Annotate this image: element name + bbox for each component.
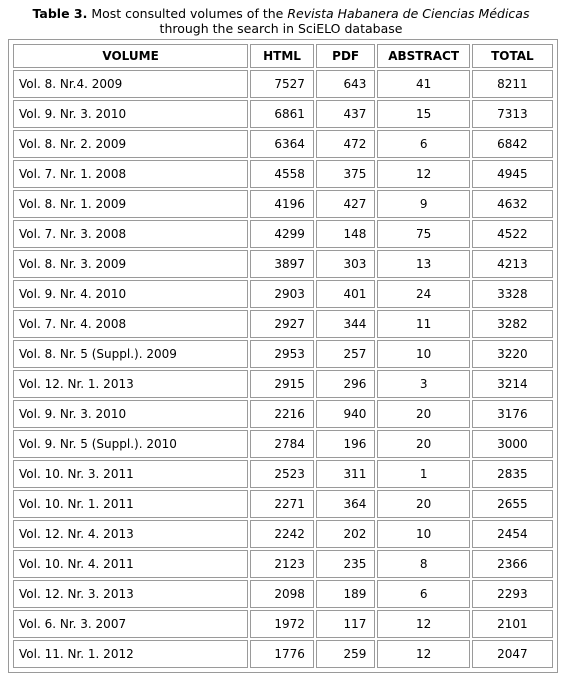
cell-html: 1776 — [250, 640, 314, 668]
table-row — [13, 610, 553, 638]
cell-abstract: 20 — [377, 490, 469, 518]
cell-pdf: 311 — [316, 460, 376, 488]
cell-html: 7527 — [250, 70, 314, 98]
cell-volume: Vol. 10. Nr. 1. 2011 — [13, 490, 248, 518]
cell-volume: Vol. 8. Nr.4. 2009 — [13, 70, 248, 98]
cell-volume: Vol. 8. Nr. 1. 2009 — [13, 190, 248, 218]
cell-pdf: 472 — [316, 130, 376, 158]
cell-pdf: 189 — [316, 580, 376, 608]
cell-html: 3897 — [250, 250, 314, 278]
table-row — [13, 460, 553, 488]
cell-total: 2835 — [472, 460, 553, 488]
cell-total: 2655 — [472, 490, 553, 518]
volumes-table — [11, 42, 555, 670]
table-row — [13, 340, 553, 368]
cell-abstract: 13 — [377, 250, 469, 278]
cell-total: 2293 — [472, 580, 553, 608]
table-row — [13, 310, 553, 338]
cell-volume: Vol. 9. Nr. 4. 2010 — [13, 280, 248, 308]
cell-html: 2523 — [250, 460, 314, 488]
cell-html: 2123 — [250, 550, 314, 578]
cell-total: 4632 — [472, 190, 553, 218]
cell-html: 6364 — [250, 130, 314, 158]
cell-total: 4945 — [472, 160, 553, 188]
cell-html: 4558 — [250, 160, 314, 188]
cell-total: 4213 — [472, 250, 553, 278]
cell-html: 2242 — [250, 520, 314, 548]
cell-html: 2915 — [250, 370, 314, 398]
cell-total: 2454 — [472, 520, 553, 548]
cell-abstract: 3 — [377, 370, 469, 398]
cell-pdf: 196 — [316, 430, 376, 458]
cell-pdf: 117 — [316, 610, 376, 638]
cell-abstract: 12 — [377, 610, 469, 638]
cell-volume: Vol. 9. Nr. 3. 2010 — [13, 400, 248, 428]
cell-volume: Vol. 11. Nr. 1. 2012 — [13, 640, 248, 668]
cell-pdf: 437 — [316, 100, 376, 128]
table-row — [13, 400, 553, 428]
cell-abstract: 8 — [377, 550, 469, 578]
cell-total: 2047 — [472, 640, 553, 668]
header-html: HTML — [250, 44, 314, 68]
table-row — [13, 280, 553, 308]
cell-abstract: 75 — [377, 220, 469, 248]
cell-html: 2903 — [250, 280, 314, 308]
cell-volume: Vol. 7. Nr. 3. 2008 — [13, 220, 248, 248]
cell-pdf: 940 — [316, 400, 376, 428]
cell-total: 8211 — [472, 70, 553, 98]
cell-html: 2953 — [250, 340, 314, 368]
caption-line-1 — [0, 6, 562, 21]
cell-volume: Vol. 8. Nr. 5 (Suppl.). 2009 — [13, 340, 248, 368]
table-row — [13, 250, 553, 278]
cell-html: 2216 — [250, 400, 314, 428]
cell-volume: Vol. 12. Nr. 3. 2013 — [13, 580, 248, 608]
cell-abstract: 20 — [377, 400, 469, 428]
cell-abstract: 24 — [377, 280, 469, 308]
header-volume: VOLUME — [13, 44, 248, 68]
cell-abstract: 6 — [377, 130, 469, 158]
table-row — [13, 130, 553, 158]
cell-pdf: 375 — [316, 160, 376, 188]
cell-html: 4196 — [250, 190, 314, 218]
caption-journal: Revista Habanera de Ciencias Médicas — [287, 6, 530, 21]
cell-pdf: 643 — [316, 70, 376, 98]
table-row — [13, 520, 553, 548]
caption-text: Most consulted volumes of the — [87, 6, 288, 21]
cell-pdf: 344 — [316, 310, 376, 338]
cell-total: 3328 — [472, 280, 553, 308]
cell-abstract: 10 — [377, 520, 469, 548]
cell-total: 3220 — [472, 340, 553, 368]
table-row — [13, 580, 553, 608]
cell-html: 1972 — [250, 610, 314, 638]
cell-pdf: 148 — [316, 220, 376, 248]
cell-volume: Vol. 10. Nr. 4. 2011 — [13, 550, 248, 578]
cell-volume: Vol. 8. Nr. 2. 2009 — [13, 130, 248, 158]
cell-abstract: 11 — [377, 310, 469, 338]
cell-pdf: 401 — [316, 280, 376, 308]
cell-volume: Vol. 9. Nr. 3. 2010 — [13, 100, 248, 128]
header-abstract: ABSTRACT — [377, 44, 469, 68]
cell-total: 4522 — [472, 220, 553, 248]
cell-html: 2784 — [250, 430, 314, 458]
cell-total: 3176 — [472, 400, 553, 428]
cell-pdf: 296 — [316, 370, 376, 398]
table-row — [13, 550, 553, 578]
cell-abstract: 10 — [377, 340, 469, 368]
cell-abstract: 1 — [377, 460, 469, 488]
cell-pdf: 427 — [316, 190, 376, 218]
table-row — [13, 100, 553, 128]
header-row — [13, 44, 553, 68]
cell-volume: Vol. 10. Nr. 3. 2011 — [13, 460, 248, 488]
table-frame — [8, 39, 558, 673]
table-row — [13, 370, 553, 398]
cell-abstract: 20 — [377, 430, 469, 458]
cell-pdf: 259 — [316, 640, 376, 668]
cell-volume: Vol. 7. Nr. 1. 2008 — [13, 160, 248, 188]
table-row — [13, 490, 553, 518]
cell-abstract: 12 — [377, 640, 469, 668]
table-row — [13, 70, 553, 98]
cell-total: 3000 — [472, 430, 553, 458]
caption-line-2: through the search in SciELO database — [159, 21, 403, 36]
cell-total: 3214 — [472, 370, 553, 398]
table-row — [13, 220, 553, 248]
cell-total: 3282 — [472, 310, 553, 338]
cell-pdf: 303 — [316, 250, 376, 278]
cell-html: 4299 — [250, 220, 314, 248]
cell-html: 2271 — [250, 490, 314, 518]
table-row — [13, 640, 553, 668]
cell-pdf: 257 — [316, 340, 376, 368]
table-row — [13, 160, 553, 188]
cell-abstract: 15 — [377, 100, 469, 128]
table-body — [13, 70, 553, 668]
cell-volume: Vol. 7. Nr. 4. 2008 — [13, 310, 248, 338]
cell-total: 2101 — [472, 610, 553, 638]
header-pdf: PDF — [316, 44, 376, 68]
table-row — [13, 430, 553, 458]
cell-pdf: 364 — [316, 490, 376, 518]
cell-html: 2927 — [250, 310, 314, 338]
cell-pdf: 235 — [316, 550, 376, 578]
cell-abstract: 12 — [377, 160, 469, 188]
cell-total: 6842 — [472, 130, 553, 158]
cell-total: 2366 — [472, 550, 553, 578]
caption-label: Table 3. — [32, 6, 88, 21]
cell-volume: Vol. 8. Nr. 3. 2009 — [13, 250, 248, 278]
cell-volume: Vol. 12. Nr. 1. 2013 — [13, 370, 248, 398]
table-row — [13, 190, 553, 218]
cell-abstract: 41 — [377, 70, 469, 98]
cell-volume: Vol. 6. Nr. 3. 2007 — [13, 610, 248, 638]
header-total: TOTAL — [472, 44, 553, 68]
cell-total: 7313 — [472, 100, 553, 128]
table-caption — [0, 6, 562, 36]
cell-html: 6861 — [250, 100, 314, 128]
cell-volume: Vol. 9. Nr. 5 (Suppl.). 2010 — [13, 430, 248, 458]
cell-abstract: 9 — [377, 190, 469, 218]
cell-pdf: 202 — [316, 520, 376, 548]
cell-abstract: 6 — [377, 580, 469, 608]
cell-html: 2098 — [250, 580, 314, 608]
cell-volume: Vol. 12. Nr. 4. 2013 — [13, 520, 248, 548]
